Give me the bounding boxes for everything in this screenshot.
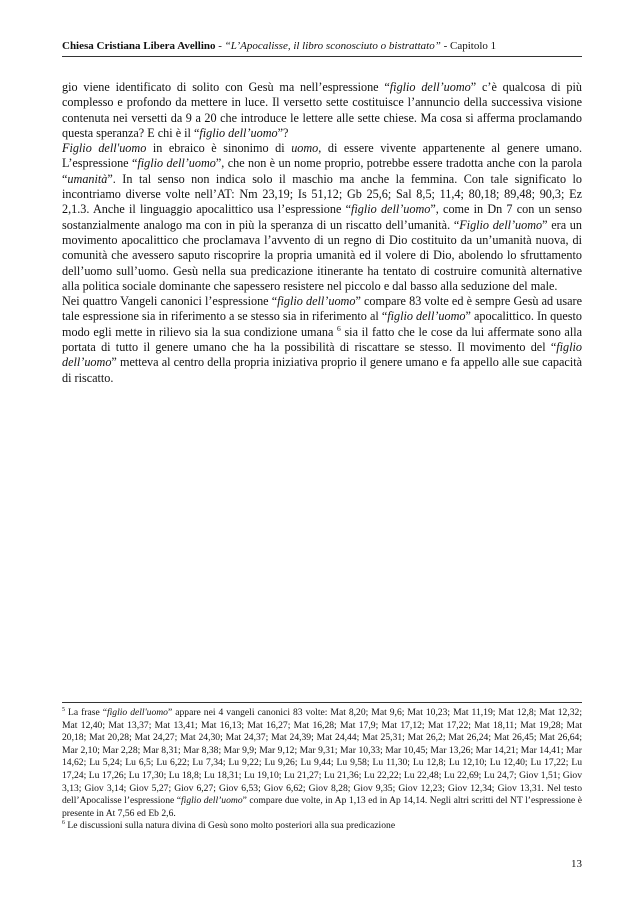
header-chapter: - Capitolo 1	[440, 40, 497, 52]
header-separator: -	[215, 40, 225, 52]
page-number: 13	[571, 858, 582, 870]
body-text	[62, 80, 582, 386]
paragraph-3: Nei quattro Vangeli canonici l’espressione “figlio dell’uomo” compare 83 volte ed è sempre Gesù ad usare tale espressione sia in riferimento a se stesso sia in riferimento al “figlio dell’uomo” apocalittico. In questo modo egli mette in rilievo sia la sua condizione umana $^6$ sia il fatto che le cose da lui affermate sono alla portata di tutto il genere umano che ha la possibilità di riscattare se stesso. Il movimento del “figlio dell’uomo” metteva al centro della propria iniziativa proprio il genere umano e fa appello alle sue capacità di riscatto.	[62, 294, 583, 385]
footnote-rule	[62, 702, 582, 703]
header-rule	[62, 56, 582, 57]
footnote-6: $^6$ Le discussioni sulla natura divina di Gesù sono molto posteriori alla sua predicazione	[62, 820, 396, 832]
header-work-title: “L’Apocalisse, il libro sconosciuto o bistrattato”	[224, 40, 441, 52]
footnote-5: $^5$ La frase “figlio dell'uomo” appare nei 4 vangeli canonici 83 volte: Mat 8,20; Mat 9,6; Mat 10,23; Mat 11,19; Mat 12,8; Mat 12,32; Mat 12,40; Mat 13,37; Mat 13,41; Mat 16,13; Mat 16,27; Mat 16,28; Mat 17,9; Mat 17,12; Mat 17,22; Mat 18,11; Mat 19,28; Mat 20,18; Mat 20,28; Mat 24,27; Mat 24,30; Mat 24,37; Mat 24,39; Mat 24,44; Mat 25,31; Mat 26,2; Mat 26,24; Mat 26,45; Mat 26,64; Mar 2,10; Mar 2,28; Mar 8,31; Mar 8,38; Mar 9,9; Mar 9,12; Mar 9,31; Mar 10,33; Mar 10,45; Mar 13,26; Mar 14,21; Mar 14,41; Mar 14,62; Lu 5,24; Lu 6,5; Lu 6,22; Lu 7,34; Lu 9,22; Lu 9,26; Lu 9,44; Lu 9,58; Lu 11,30; Lu 12,8; Lu 12,10; Lu 12,40; Lu 17,22; Lu 17,24; Lu 17,26; Lu 17,30; Lu 18,8; Lu 18,31; Lu 19,10; Lu 21,27; Lu 21,36; Lu 22,22; Lu 22,48; Lu 22,69; Lu 24,7; Giov 1,51; Giov 3,13; Giov 3,14; Giov 5,27; Giov 6,27; Giov 6,53; Giov 6,62; Giov 8,28; Giov 9,35; Giov 12,23; Giov 12,34; Giov 13,31. Nel testo dell’Apocalisse l’espressione “figlio dell’uomo” compare due volte, in Ap 1,13 ed in Ap 14,14. Negli altri scritti del NT l’espressione è presente in At 7,56 ed Eb 2,6.	[62, 706, 583, 819]
running-header	[62, 40, 582, 57]
footnotes	[62, 702, 582, 833]
paragraph-1: gio viene identificato di solito con Gesù ma nell’espressione “figlio dell’uomo” c’è qualcosa di più complesso e profondo da mettere in luce. Il versetto sette costituisce l’annuncio della successiva visione contenuta nei versetti da 9 a 20 che introduce le lettere alle sette chiese. Ma cosa si afferma proclamando questa speranza? E chi è il “figlio dell’uomo”?	[62, 80, 582, 140]
paragraph-2: Figlio dell'uomo in ebraico è sinonimo di uomo, di essere vivente appartenente al genere umano. L’espressione “figlio dell’uomo”, che non è un nome proprio, potrebbe essere tradotta anche con la parola “umanità”. In tal senso non indica solo il maschio ma anche la femmina. Con tale significato lo incontriamo diverse volte nell’AT: Nm 23,19; Is 51,12; Gb 25,6; Sal 8,5; 11,4; 80,18; 89,48; 90,3; Ez 2,1.3. Anche il linguaggio apocalittico usa l’espressione “figlio dell’uomo”, come in Dn 7 con un senso sostanzialmente analogo ma con in più la speranza di un riscatto dell’umanità. “Figlio dell’uomo” era un movimento apocalittico che proclamava l’avvento di un regno di Dio costituito da un’umanità nuova, di comunità che avessero saputo riscoprire la propria umanità ed il volere di Dio, abolendo lo sfruttamento dell’uomo sull’uomo. Gesù nella sua predicazione itinerante ha tentato di costruire comunità alternative alla politica sociale dominante che sapessero resistere nel piccolo e dal basso alla seduzione del male.	[62, 141, 583, 293]
header-author: Chiesa Cristiana Libera Avellino	[62, 40, 216, 52]
